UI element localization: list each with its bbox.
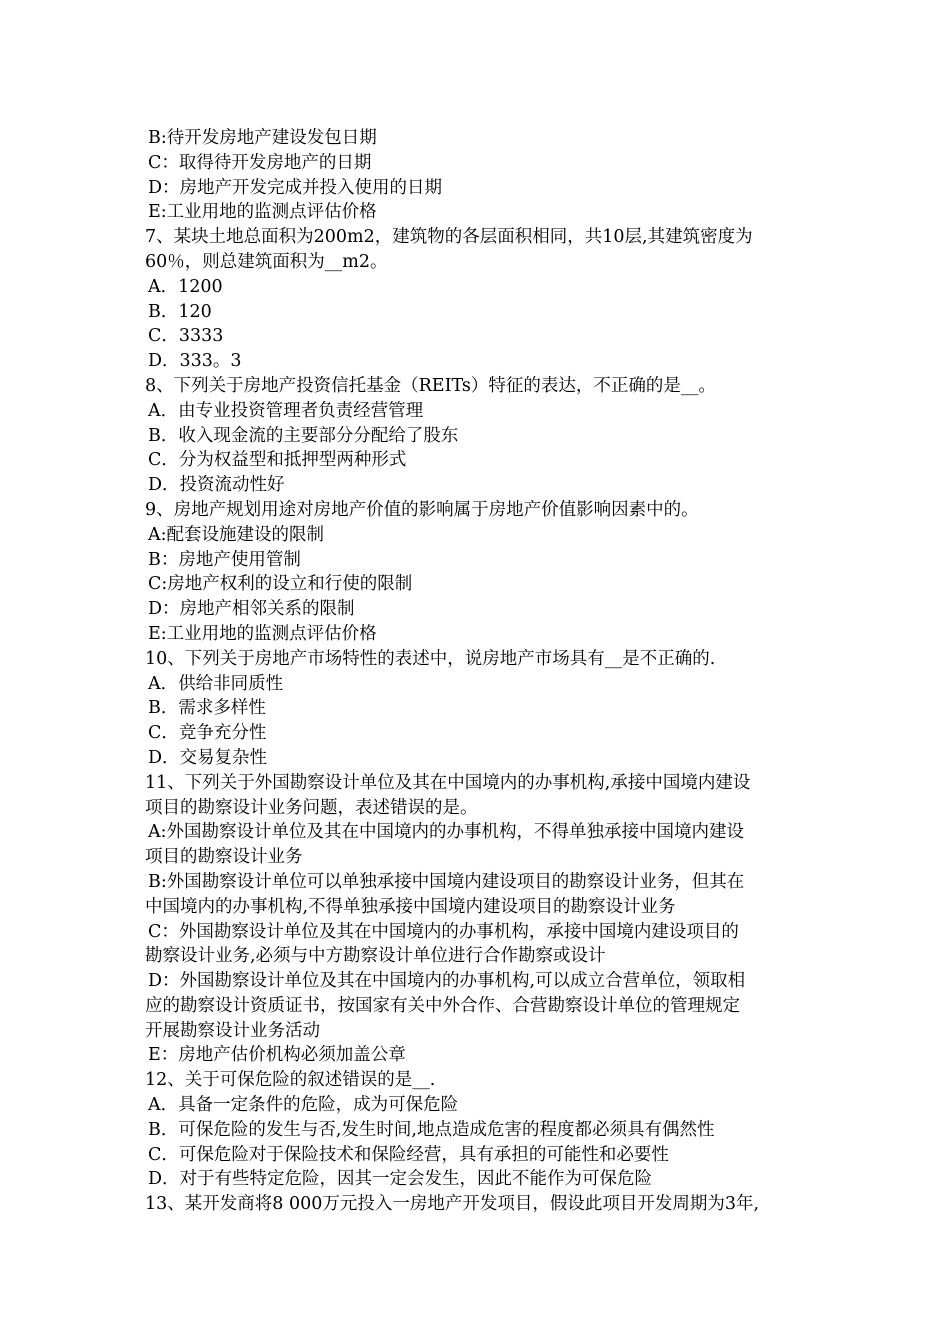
question-text-line: 项目的勘察设计业务问题，表述错误的是。 xyxy=(145,797,478,818)
answer-option-line: D．333。3 xyxy=(148,351,242,372)
question-text-line: 60％，则总建筑面积为__m2。 xyxy=(145,251,388,272)
answer-option-line: E:工业用地的监测点评估价格 xyxy=(148,623,377,644)
question-text-line: 开展勘察设计业务活动 xyxy=(145,1020,320,1041)
answer-option-line: C：外国勘察设计单位及其在中国境内的办事机构，承接中国境内建设项目的 xyxy=(148,921,739,942)
answer-option-line: C．竞争充分性 xyxy=(148,723,267,744)
question-text-line: 8、下列关于房地产投资信托基金（REITs）特征的表达，不正确的是__。 xyxy=(145,375,716,396)
question-text-line: 中国境内的办事机构,不得单独承接中国境内建设项目的勘察设计业务 xyxy=(145,896,676,917)
answer-option-line: C．可保危险对于保险技术和保险经营，具有承担的可能性和必要性 xyxy=(148,1144,669,1165)
question-text-line: 勘察设计业务,必须与中方勘察设计单位进行合作勘察或设计 xyxy=(145,946,606,967)
answer-option-line: D．对于有些特定危险，因其一定会发生，因此不能作为可保危险 xyxy=(148,1169,653,1190)
answer-option-line: C:房地产权利的设立和行使的限制 xyxy=(148,574,413,595)
answer-option-line: B．需求多样性 xyxy=(148,698,266,719)
question-text-line: 10、下列关于房地产市场特性的表述中，说房地产市场具有__是不正确的. xyxy=(145,648,716,669)
answer-option-line: C．分为权益型和抵押型两种形式 xyxy=(148,450,407,471)
answer-option-line: B．120 xyxy=(148,301,212,322)
question-text-line: 12、关于可保危险的叙述错误的是__. xyxy=(145,1070,436,1091)
answer-option-line: B．收入现金流的主要部分分配给了股东 xyxy=(148,425,459,446)
answer-option-line: E:工业用地的监测点评估价格 xyxy=(148,202,377,223)
answer-option-line: A．1200 xyxy=(148,276,223,297)
question-text-line: 11、下列关于外国勘察设计单位及其在中国境内的办事机构,承接中国境内建设 xyxy=(145,772,751,793)
answer-option-line: B:待开发房地产建设发包日期 xyxy=(148,128,377,148)
answer-option-line: A．供给非同质性 xyxy=(148,673,284,694)
answer-option-line: B．可保危险的发生与否,发生时间,地点造成危害的程度都必须具有偶然性 xyxy=(148,1119,715,1140)
question-text-line: 项目的勘察设计业务 xyxy=(145,847,303,868)
answer-option-line: D：房地产开发完成并投入使用的日期 xyxy=(148,177,443,198)
question-text-line: 9、房地产规划用途对房地产价值的影响属于房地产价值影响因素中的。 xyxy=(145,499,699,520)
answer-option-line: C．3333 xyxy=(148,326,224,347)
answer-option-line: D：房地产相邻关系的限制 xyxy=(148,599,355,620)
answer-option-line: A．由专业投资管理者负责经营管理 xyxy=(148,400,424,421)
question-text-line: 13、某开发商将8 000万元投入一房地产开发项目，假设此项目开发周期为3年, xyxy=(145,1194,760,1215)
answer-option-line: D．投资流动性好 xyxy=(148,475,285,496)
document-body xyxy=(145,126,815,1217)
answer-option-line: A:外国勘察设计单位及其在中国境内的办事机构，不得单独承接中国境内建设 xyxy=(148,822,745,843)
answer-option-line: D：外国勘察设计单位及其在中国境内的办事机构,可以成立合营单位，领取相 xyxy=(148,971,746,992)
answer-option-line: B:外国勘察设计单位可以单独承接中国境内建设项目的勘察设计业务，但其在 xyxy=(148,871,745,892)
answer-option-line: A:配套设施建设的限制 xyxy=(148,524,325,545)
answer-option-line: A．具备一定条件的危险，成为可保危险 xyxy=(148,1095,459,1116)
answer-option-line: B：房地产使用管制 xyxy=(148,549,301,570)
answer-option-line: E：房地产估价机构必须加盖公章 xyxy=(148,1045,406,1066)
answer-option-line: D．交易复杂性 xyxy=(148,747,268,768)
question-text-line: 7、某块土地总面积为200m2，建筑物的各层面积相同，共10层,其建筑密度为 xyxy=(145,227,753,248)
answer-option-line: C：取得待开发房地产的日期 xyxy=(148,152,372,173)
question-text-line: 应的勘察设计资质证书，按国家有关中外合作、合营勘察设计单位的管理规定 xyxy=(145,995,740,1016)
